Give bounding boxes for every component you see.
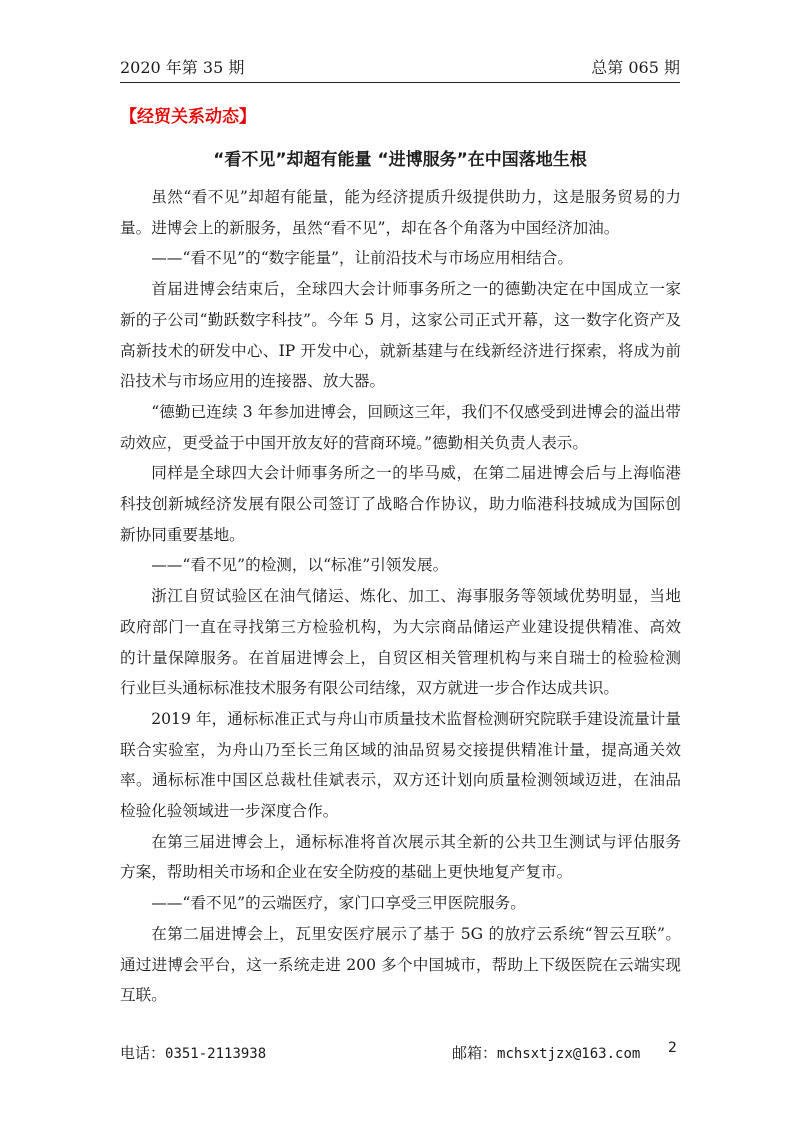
paragraph: 浙江自贸试验区在油气储运、炼化、加工、海事服务等领域优势明显，当地政府部门一直在寻找第三方检验机构，为大宗商品储运产业建设提供精准、高效的计量保障服务。在首届进博会上，自贸区相关管理机构与来自瑞士的检验检测行业巨头通标标准技术服务有限公司结缘，双方就进一步合作达成共识。 [120,587,681,698]
paragraph: 2019 年，通标标准正式与舟山市质量技术监督检测研究院联手建设流量计量联合实验室，为舟山乃至长三角区域的油品贸易交接提供精准计量，提高通关效率。通标标准中国区总裁杜佳斌表示，双方还计划向质量检测领域迈进，在油品检验化验领域进一步深度合作。 [120,709,681,821]
phone-number: 0351-2113938 [165,1046,267,1062]
email-label: 邮箱： [452,1044,498,1062]
paragraph: “德勤已连续 3 年参加进博会，回顾这三年，我们不仅感受到进博会的溢出带动效应，更受益于中国开放友好的营商环境。”德勤相关负责人表示。 [120,402,681,452]
paragraph: ——“看不见”的云端医疗，家门口享受三甲医院服务。 [151,894,526,913]
paragraph: ——“看不见”的“数字能量”，让前沿技术与市场应用相结合。 [151,249,573,268]
footer-phone [120,1042,266,1065]
issue-number: 2020 年第 35 期 [120,58,245,77]
paragraph: ——“看不见”的检测，以“标准”引领发展。 [151,556,449,575]
paragraph: 在第二届进博会上，瓦里安医疗展示了基于 5G 的放疗云系统“智云互联”。通过进博会平台，这一系统走进 200 多个中国城市，帮助上下级医院在云端实现互联。 [120,924,681,1005]
paragraph: 在第三届进博会上，通标标准将首次展示其全新的公共卫生测试与评估服务方案，帮助相关市场和企业在安全防疫的基础上更快地复产复市。 [120,832,681,882]
paragraph: 虽然“看不见”却超有能量，能为经济提质升级提供助力，这是服务贸易的力量。进博会上的新服务，虽然“看不见”，却在各个角落为中国经济加油。 [120,188,681,237]
page-header [120,58,680,78]
section-tag: 【经贸关系动态】 [120,107,256,127]
phone-label: 电话： [120,1044,166,1062]
article-title: “看不见”却超有能量 “进博服务”在中国落地生根 [213,150,587,170]
email-address: mchsxtjzx@163.com [497,1046,641,1062]
total-issue-number: 总第 065 期 [591,58,680,77]
article-body [120,182,681,1011]
paragraph: 同样是全球四大会计师事务所之一的毕马威，在第二届进博会后与上海临港科技创新城经济发展有限公司签订了战略合作协议，助力临港科技城成为国际创新协同重要基地。 [120,464,681,544]
page-number: 2 [668,1040,677,1056]
paragraph: 首届进博会结束后，全球四大会计师事务所之一的德勤决定在中国成立一家新的子公司“勤跃数字科技”。今年 5 月，这家公司正式开幕，这一数字化资产及高新技术的研发中心、IP 开发中心，就新基建与在线新经济进行探索，将成为前沿技术与市场应用的连接器、放大器。 [120,280,681,391]
header-divider [120,82,680,83]
footer-email [452,1042,640,1065]
